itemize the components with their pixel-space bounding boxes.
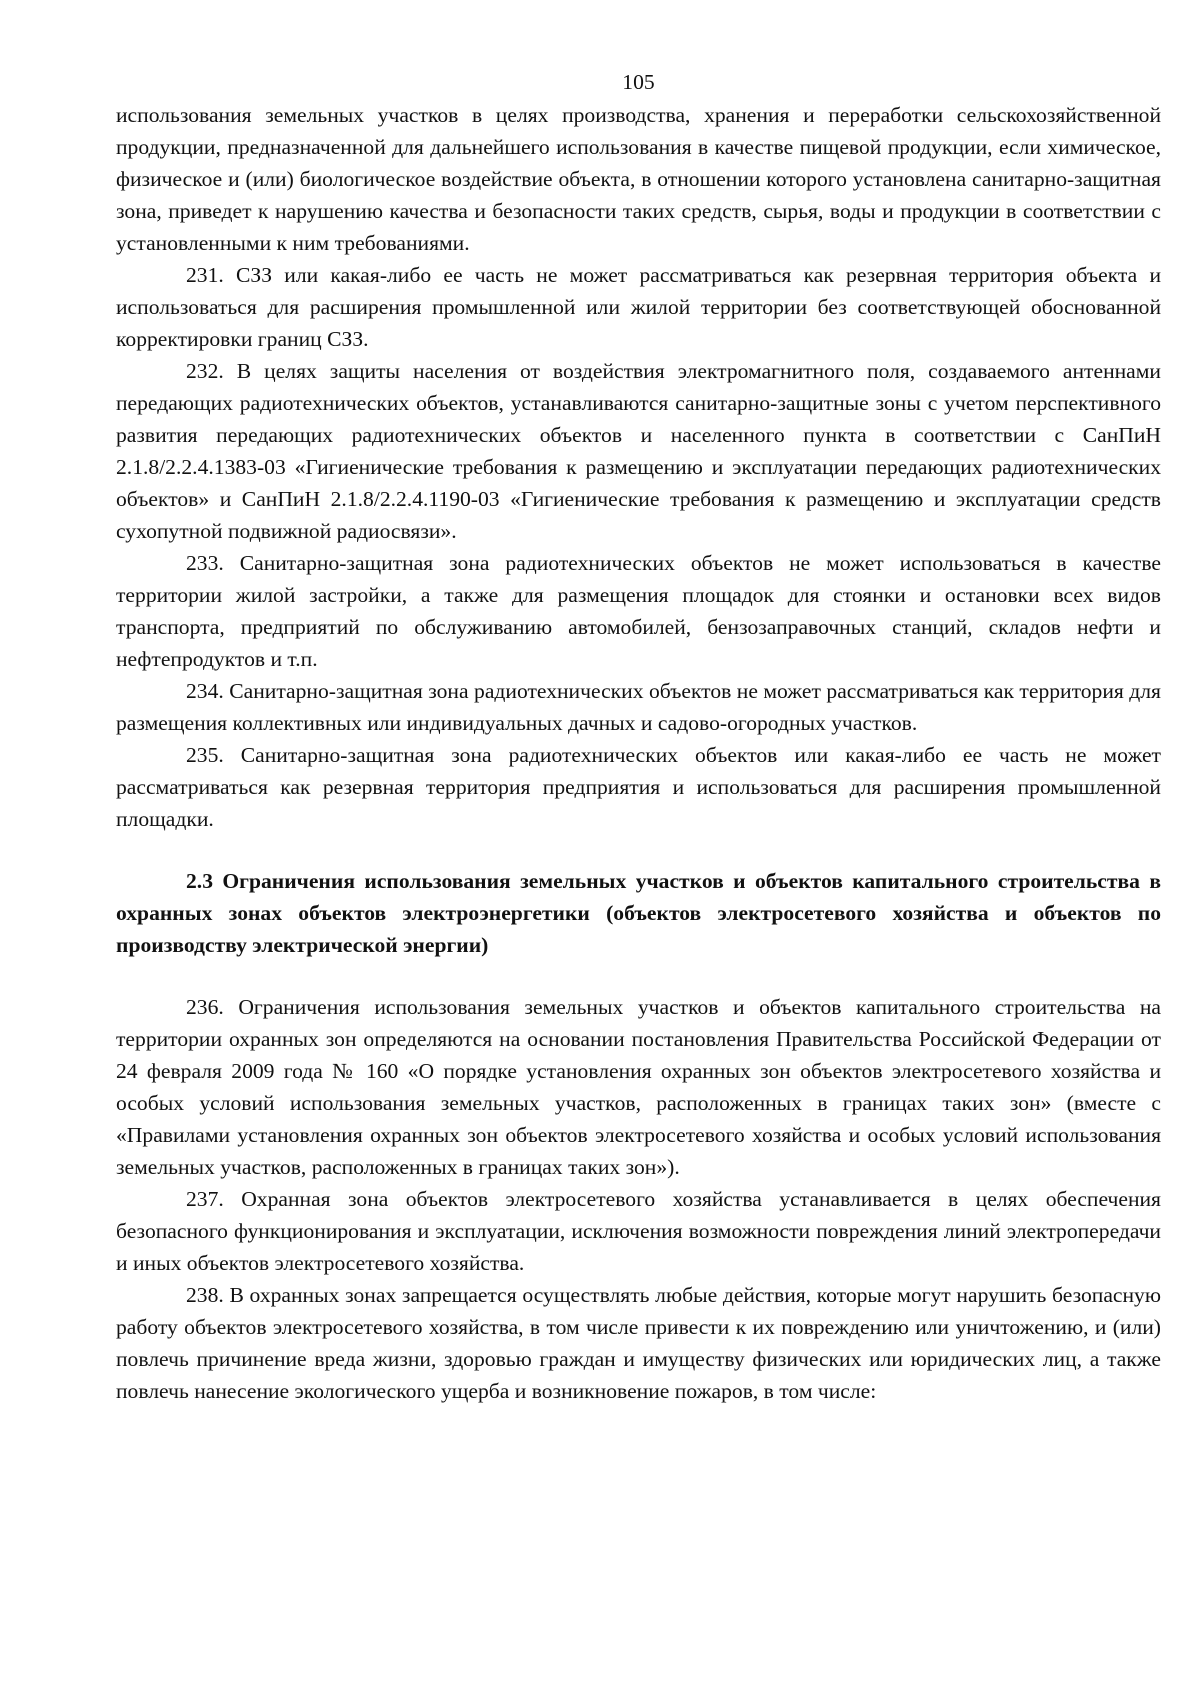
document-page [116,66,1161,1407]
page-number: 105 [622,70,655,94]
section-heading-2-3: 2.3 Ограничения использования земельных участков и объектов капитального строительства в охранных зонах объектов электроэнергетики (объектов электросетевого хозяйства и объектов по производству электрической энергии) [116,869,1161,957]
paragraph-234: 234. Санитарно-защитная зона радиотехнических объектов не может рассматриваться как территория для размещения коллективных или индивидуальных дачных и садово-огородных участков. [116,679,1161,735]
paragraph-236: 236. Ограничения использования земельных участков и объектов капитального строительства на территории охранных зон определяются на основании постановления Правительства Российской Федерации от 24 февраля 2009 года № 160 «О порядке установления охранных зон объектов электросетевого хозяйства и особых условий использования земельных участков, расположенных в границах таких зон» (вместе с «Правилами установления охранных зон объектов электросетевого хозяйства и особых условий использования земельных участков, расположенных в границах таких зон»). [116,995,1161,1179]
paragraph-238: 238. В охранных зонах запрещается осуществлять любые действия, которые могут нарушить безопасную работу объектов электросетевого хозяйства, в том числе привести к их повреждению или уничтожению, и (или) повлечь причинение вреда жизни, здоровью граждан и имуществу физических или юридических лиц, а также повлечь нанесение экологического ущерба и возникновение пожаров, в том числе: [116,1283,1161,1403]
paragraph-237: 237. Охранная зона объектов электросетевого хозяйства устанавливается в целях обеспечения безопасного функционирования и эксплуатации, исключения возможности повреждения линий электропередачи и иных объектов электросетевого хозяйства. [116,1187,1161,1275]
paragraph-233: 233. Санитарно-защитная зона радиотехнических объектов не может использоваться в качестве территории жилой застройки, а также для размещения площадок для стоянки и остановки всех видов транспорта, предприятий по обслуживанию автомобилей, бензозаправочных станций, складов нефти и нефтепродуктов и т.п. [116,551,1161,671]
paragraph-231: 231. СЗЗ или какая-либо ее часть не может рассматриваться как резервная территория объекта и использоваться для расширения промышленной или жилой территории без соответствующей обоснованной корректировки границ СЗЗ. [116,263,1161,351]
paragraph-235: 235. Санитарно-защитная зона радиотехнических объектов или какая-либо ее часть не может рассматриваться как резервная территория предприятия и использоваться для расширения промышленной площадки. [116,743,1161,831]
paragraph-232: 232. В целях защиты населения от воздействия электромагнитного поля, создаваемого антеннами передающих радиотехнических объектов, устанавливаются санитарно-защитные зоны с учетом перспективного развития передающих радиотехнических объектов и населенного пункта в соответствии с СанПиН 2.1.8/2.2.4.1383-03 «Гигиенические требования к размещению и эксплуатации передающих радиотехнических объектов» и СанПиН 2.1.8/2.2.4.1190-03 «Гигиенические требования к размещению и эксплуатации средств сухопутной подвижной радиосвязи». [116,359,1161,543]
paragraph-continuation: использования земельных участков в целях производства, хранения и переработки сельскохозяйственной продукции, предназначенной для дальнейшего использования в качестве пищевой продукции, если химическое, физическое и (или) биологическое воздействие объекта, в отношении которого установлена санитарно-защитная зона, приведет к нарушению качества и безопасности таких средств, сырья, воды и продукции в соответствии с установленными к ним требованиями. [116,103,1161,255]
